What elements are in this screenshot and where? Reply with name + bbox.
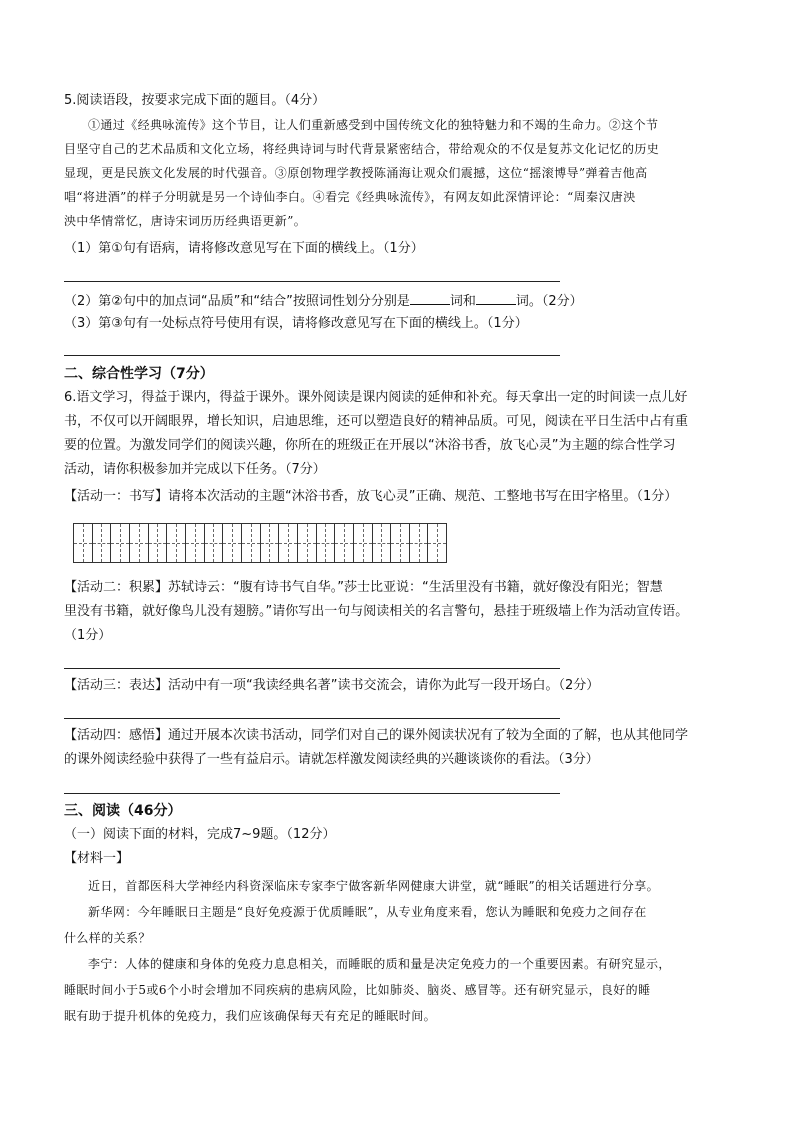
- grid-cell[interactable]: [74, 524, 93, 562]
- part1-instruction: （一）阅读下面的材料，完成7~9题。（12分）: [64, 827, 336, 842]
- activity2-line: 里没有书籍，就好像鸟儿没有翅膀。”请你写出一句与阅读相关的名言警句，悬挂于班级墙上作为活动宣传语。: [64, 604, 689, 619]
- activity4-line: 【活动四：感悟】通过开展本次读书活动，同学们对自己的课外阅读状况有了较为全面的了解，也从其他同学: [64, 728, 689, 743]
- section2-heading: 二、综合性学习（7分）: [64, 366, 214, 382]
- grid-cell[interactable]: [410, 524, 429, 562]
- answer-blank-pos2[interactable]: [476, 291, 516, 305]
- q5-sub1: （1）第①句有语病，请将修改意见写在下面的横线上。（1分）: [64, 241, 424, 256]
- activity4-line: 的课外阅读经验中获得了一些有益启示。请就怎样激发阅读经典的兴趣谈谈你的看法。（3分）: [64, 752, 599, 767]
- answer-line-q5-1[interactable]: [64, 281, 560, 282]
- grid-cell[interactable]: [186, 524, 205, 562]
- material1-line: 睡眠时间小于5或6个小时会增加不同疾病的患病风险，比如肺炎、脑炎、感冒等。还有研究显示，良好的睡: [64, 983, 651, 997]
- q5-passage-line: 显现，更是民族文化发展的时代强音。③原创物理学教授陈涌海让观众们震撼，这位“摇滚博导”弹着吉他高: [64, 166, 648, 180]
- grid-cell[interactable]: [93, 524, 112, 562]
- grid-cell[interactable]: [223, 524, 242, 562]
- grid-cell[interactable]: [428, 524, 446, 562]
- activity3: 【活动三：表达】活动中有一项“我读经典名著”读书交流会，请你为此写一段开场白。（2分）: [64, 678, 600, 693]
- grid-cell[interactable]: [391, 524, 410, 562]
- q6-intro-line: 活动，请你积极参加并完成以下任务。（7分）: [64, 462, 326, 477]
- grid-cell[interactable]: [205, 524, 224, 562]
- activity2-line: 【活动二：积累】苏轼诗云：“腹有诗书气自华。”莎士比亚说：“生活里没有书籍，就好像没有阳光；智慧: [64, 580, 663, 595]
- grid-cell[interactable]: [149, 524, 168, 562]
- answer-line-q5-3[interactable]: [64, 355, 560, 356]
- grid-cell[interactable]: [242, 524, 261, 562]
- q5-sub3: （3）第③句有一处标点符号使用有误，请将修改意见写在下面的横线上。（1分）: [64, 316, 528, 331]
- q5-sub2-text-b: 词和: [449, 294, 476, 309]
- material1-line: 什么样的关系？: [64, 931, 151, 945]
- grid-cell[interactable]: [298, 524, 317, 562]
- q6-intro-line: 要的位置。为激发同学们的阅读兴趣，你所在的班级正在开展以“沐浴书香，放飞心灵”为主题的综合性学习: [64, 438, 676, 453]
- q5-passage-line: 泱中华情常忆，唐诗宋词历历经典语更新”。: [64, 214, 307, 228]
- q5-sub2-text-a: （2）第②句中的加点词“品质”和“结合”按照词性划分分别是: [64, 294, 410, 309]
- q5-passage-line: ①通过《经典咏流传》这个节目，让人们重新感受到中国传统文化的独特魅力和不竭的生命力。②这个节: [88, 118, 659, 132]
- grid-cell[interactable]: [111, 524, 130, 562]
- answer-blank-pos1[interactable]: [410, 291, 450, 305]
- material1-line: 眠有助于提升机体的免疫力，我们应该确保每天有充足的睡眠时间。: [64, 1009, 437, 1023]
- grid-cell[interactable]: [354, 524, 373, 562]
- q5-passage-line: 唱“将进酒”的样子分明就是另一个诗仙李白。④看完《经典咏流传》，有网友如此深情评论：“周秦汉唐泱: [64, 190, 636, 204]
- material1-line: 新华网：今年睡眠日主题是“良好免疫源于优质睡眠”，从专业角度来看，您认为睡眠和免疫力之间存在: [88, 905, 647, 919]
- q6-intro-line: 6.语文学习，得益于课内，得益于课外。课外阅读是课内阅读的延伸和补充。每天拿出一定的时间读一点儿好: [64, 390, 688, 405]
- q5-passage-line: 目坚守自己的艺术品质和文化立场，将经典诗词与时代背景紧密结合，带给观众的不仅是复苏文化记忆的历史: [64, 142, 660, 156]
- grid-cell[interactable]: [317, 524, 336, 562]
- grid-cell[interactable]: [130, 524, 149, 562]
- q5-sub2-text-c: 词。（2分）: [515, 294, 583, 309]
- grid-cell[interactable]: [167, 524, 186, 562]
- activity2-line: （1分）: [64, 628, 112, 643]
- grid-cell[interactable]: [335, 524, 354, 562]
- q5-title: 5.阅读语段，按要求完成下面的题目。（4分）: [64, 93, 326, 108]
- material1-line: 李宁：人体的健康和身体的免疫力息息相关，而睡眠的质和量是决定免疫力的一个重要因素。有研究显示，: [88, 957, 671, 971]
- tianzige-grid[interactable]: [73, 523, 447, 563]
- grid-cell[interactable]: [279, 524, 298, 562]
- q5-sub2: [64, 291, 583, 311]
- activity1: 【活动一：书写】请将本次活动的主题“沐浴书香，放飞心灵”正确、规范、工整地书写在田字格里。（1分）: [64, 489, 678, 504]
- material1-line: 近日，首都医科大学神经内科资深临床专家李宁做客新华网健康大讲堂，就“睡眠”的相关话题进行分享。: [88, 879, 660, 893]
- section3-heading: 三、阅读（46分）: [64, 803, 182, 819]
- q6-intro-line: 书，不仅可以开阔眼界，增长知识，启迪思维，还可以塑造良好的精神品质。可见，阅读在平日生活中占有重: [64, 414, 689, 429]
- answer-line-act4[interactable]: [64, 793, 560, 794]
- grid-cell[interactable]: [373, 524, 392, 562]
- answer-line-act3[interactable]: [64, 718, 560, 719]
- grid-cell[interactable]: [261, 524, 280, 562]
- material1-label: 【材料一】: [64, 851, 130, 866]
- answer-line-act2[interactable]: [64, 668, 560, 669]
